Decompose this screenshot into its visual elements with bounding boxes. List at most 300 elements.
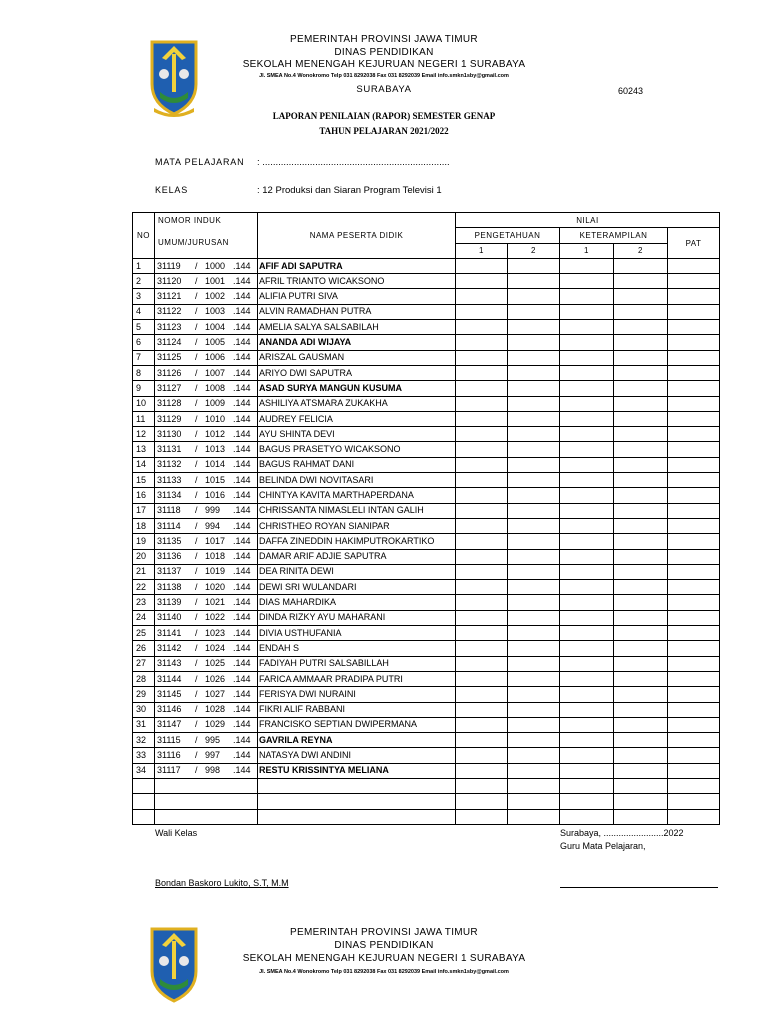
empty-cell (258, 794, 456, 809)
nis-general: 31117 (157, 765, 181, 776)
nis-general: 31132 (157, 459, 182, 470)
class-label: KELAS (155, 185, 189, 195)
empty-cell (456, 809, 508, 824)
nis-general: 31135 (157, 535, 182, 546)
grade-pengetahuan-2 (508, 564, 560, 579)
nis-department: 1022 (205, 612, 226, 623)
grade-keterampilan-2 (614, 350, 668, 365)
grade-keterampilan-1 (560, 289, 614, 304)
nis-suffix: .144 (233, 413, 251, 424)
table-row (133, 289, 720, 304)
header-line-3: SEKOLAH MENENGAH KEJURUAN NEGERI 1 SURABAYA (242, 953, 526, 964)
student-name: ENDAH S (258, 641, 456, 656)
nis-general: 31114 (157, 520, 181, 531)
table-row (133, 626, 720, 641)
table-row (133, 350, 720, 365)
grade-pat (668, 320, 720, 335)
nis-general: 31137 (157, 566, 182, 577)
grade-pengetahuan-1 (456, 549, 508, 564)
row-number: 16 (133, 488, 155, 503)
sub-header-4: 2 (614, 243, 668, 258)
grade-keterampilan-2 (614, 473, 668, 488)
row-number: 21 (133, 564, 155, 579)
nis-general: 31129 (157, 413, 182, 424)
table-row (133, 733, 720, 748)
nis-general: 31144 (157, 673, 182, 684)
table-row (133, 335, 720, 350)
table-row (133, 320, 720, 335)
student-name: CHRISTHEO ROYAN SIANIPAR (258, 518, 456, 533)
grade-keterampilan-1 (560, 656, 614, 671)
table-row (133, 534, 720, 549)
grade-keterampilan-1 (560, 335, 614, 350)
grade-keterampilan-1 (560, 549, 614, 564)
table-row (133, 687, 720, 702)
empty-cell (614, 778, 668, 793)
grade-pat (668, 733, 720, 748)
grade-keterampilan-1 (560, 304, 614, 319)
row-number: 10 (133, 396, 155, 411)
grade-pengetahuan-2 (508, 304, 560, 319)
nis-department: 1012 (205, 428, 226, 439)
grade-pengetahuan-2 (508, 610, 560, 625)
grade-keterampilan-1 (560, 763, 614, 778)
nis-general: 31134 (157, 489, 182, 500)
table-row (133, 610, 720, 625)
nis-suffix: .144 (233, 489, 251, 500)
nis-suffix: .144 (233, 765, 251, 776)
grade-keterampilan-2 (614, 320, 668, 335)
table-row (133, 411, 720, 426)
grade-pat (668, 274, 720, 289)
empty-cell (258, 809, 456, 824)
nis-department: 1025 (205, 658, 226, 669)
grade-keterampilan-2 (614, 427, 668, 442)
table-row (133, 564, 720, 579)
empty-cell (258, 778, 456, 793)
homeroom-label: Wali Kelas (155, 828, 198, 838)
nis-suffix: .144 (233, 367, 251, 378)
grade-pengetahuan-1 (456, 411, 508, 426)
grade-keterampilan-2 (614, 365, 668, 380)
table-row (133, 763, 720, 778)
student-nis (155, 335, 258, 350)
nis-separator: / (195, 291, 198, 302)
empty-cell (560, 809, 614, 824)
nis-separator: / (195, 275, 198, 286)
table-row (133, 518, 720, 533)
nis-separator: / (195, 382, 198, 393)
grade-pengetahuan-2 (508, 381, 560, 396)
table-row (133, 365, 720, 380)
nis-suffix: .144 (233, 597, 251, 608)
grade-pat (668, 396, 720, 411)
row-number: 20 (133, 549, 155, 564)
grade-pengetahuan-2 (508, 396, 560, 411)
nis-suffix: .144 (233, 750, 251, 761)
grade-pengetahuan-2 (508, 258, 560, 273)
table-row (133, 488, 720, 503)
grade-pengetahuan-1 (456, 320, 508, 335)
row-number: 1 (133, 258, 155, 273)
nis-suffix: .144 (233, 612, 251, 623)
row-number: 25 (133, 626, 155, 641)
empty-cell (614, 809, 668, 824)
nis-separator: / (195, 750, 198, 761)
grade-pengetahuan-1 (456, 289, 508, 304)
nis-separator: / (195, 566, 198, 577)
grade-keterampilan-2 (614, 580, 668, 595)
grade-keterampilan-1 (560, 442, 614, 457)
nis-general: 31146 (157, 704, 182, 715)
grade-pengetahuan-2 (508, 442, 560, 457)
nis-department: 1014 (205, 459, 226, 470)
grade-keterampilan-1 (560, 687, 614, 702)
student-nis (155, 365, 258, 380)
nis-separator: / (195, 688, 198, 699)
grade-pat (668, 381, 720, 396)
grade-pengetahuan-1 (456, 748, 508, 763)
grade-keterampilan-1 (560, 748, 614, 763)
nis-separator: / (195, 535, 198, 546)
empty-row (133, 778, 720, 793)
grade-table (132, 212, 720, 825)
student-nis (155, 488, 258, 503)
grade-keterampilan-1 (560, 396, 614, 411)
grade-pengetahuan-2 (508, 289, 560, 304)
header-line-3: SEKOLAH MENENGAH KEJURUAN NEGERI 1 SURABAYA (242, 59, 526, 70)
nis-general: 31126 (157, 367, 182, 378)
grade-pengetahuan-1 (456, 702, 508, 717)
grade-pengetahuan-2 (508, 641, 560, 656)
nis-department: 1013 (205, 444, 226, 455)
student-name: BAGUS PRASETYO WICAKSONO (258, 442, 456, 457)
row-number: 14 (133, 457, 155, 472)
grade-keterampilan-1 (560, 580, 614, 595)
grade-pengetahuan-1 (456, 733, 508, 748)
student-name: AFRIL TRIANTO WICAKSONO (258, 274, 456, 289)
nis-suffix: .144 (233, 382, 251, 393)
class-value: : 12 Produksi dan Siaran Program Televisi 1 (257, 185, 442, 196)
nis-department: 1018 (205, 551, 226, 562)
table-row (133, 656, 720, 671)
grade-pengetahuan-1 (456, 473, 508, 488)
nis-general: 31143 (157, 658, 182, 669)
report-year: TAHUN PELAJARAN 2021/2022 (319, 126, 449, 136)
nis-general: 31139 (157, 597, 182, 608)
empty-row (133, 794, 720, 809)
grade-pengetahuan-2 (508, 626, 560, 641)
student-name: AFIF ADI SAPUTRA (258, 258, 456, 273)
student-nis (155, 274, 258, 289)
nis-separator: / (195, 734, 198, 745)
signature-line (560, 887, 718, 888)
grade-pengetahuan-1 (456, 564, 508, 579)
table-row (133, 503, 720, 518)
grade-pat (668, 564, 720, 579)
nis-general: 31130 (157, 428, 182, 439)
nis-general: 31138 (157, 581, 182, 592)
grade-pat (668, 411, 720, 426)
row-number: 30 (133, 702, 155, 717)
nis-suffix: .144 (233, 688, 251, 699)
grade-pengetahuan-1 (456, 350, 508, 365)
col-header-name: NAMA PESERTA DIDIK (258, 213, 456, 259)
grade-pengetahuan-2 (508, 427, 560, 442)
grade-pengetahuan-2 (508, 748, 560, 763)
nis-department: 1005 (205, 337, 226, 348)
nis-suffix: .144 (233, 551, 251, 562)
grade-keterampilan-2 (614, 274, 668, 289)
row-number: 27 (133, 656, 155, 671)
nis-department: 995 (205, 734, 221, 745)
student-nis (155, 289, 258, 304)
nis-suffix: .144 (233, 306, 251, 317)
empty-row (133, 809, 720, 824)
nis-department: 1003 (205, 306, 226, 317)
student-nis (155, 564, 258, 579)
grade-keterampilan-1 (560, 503, 614, 518)
grade-pat (668, 610, 720, 625)
row-number: 2 (133, 274, 155, 289)
grade-keterampilan-2 (614, 549, 668, 564)
student-name: DIVIA USTHUFANIA (258, 626, 456, 641)
empty-cell (560, 778, 614, 793)
grade-pengetahuan-1 (456, 610, 508, 625)
row-number: 15 (133, 473, 155, 488)
grade-pengetahuan-2 (508, 534, 560, 549)
grade-pat (668, 534, 720, 549)
nis-department: 1027 (205, 688, 226, 699)
grade-pat (668, 258, 720, 273)
grade-pat (668, 702, 720, 717)
grade-keterampilan-1 (560, 274, 614, 289)
nis-separator: / (195, 765, 198, 776)
grade-pengetahuan-2 (508, 580, 560, 595)
student-name: FIKRI ALIF RABBANI (258, 702, 456, 717)
nis-general: 31145 (157, 688, 182, 699)
row-number: 31 (133, 717, 155, 732)
col-header-pengetahuan: PENGETAHUAN (456, 228, 560, 243)
grade-pengetahuan-2 (508, 473, 560, 488)
table-row (133, 274, 720, 289)
row-number: 9 (133, 381, 155, 396)
grade-keterampilan-2 (614, 488, 668, 503)
empty-cell (155, 794, 258, 809)
grade-pat (668, 656, 720, 671)
nis-general: 31142 (157, 642, 182, 653)
col-header-pat: PAT (668, 228, 720, 259)
student-name: ARISZAL GAUSMAN (258, 350, 456, 365)
row-number: 19 (133, 534, 155, 549)
grade-pengetahuan-1 (456, 427, 508, 442)
grade-pat (668, 763, 720, 778)
grade-pengetahuan-1 (456, 365, 508, 380)
grade-pengetahuan-1 (456, 457, 508, 472)
row-number: 17 (133, 503, 155, 518)
nis-suffix: .144 (233, 673, 251, 684)
table-row (133, 748, 720, 763)
grade-pat (668, 350, 720, 365)
student-nis (155, 396, 258, 411)
student-nis (155, 717, 258, 732)
grade-pengetahuan-1 (456, 641, 508, 656)
student-nis (155, 671, 258, 686)
nis-general: 31120 (157, 275, 182, 286)
sub-header-2: 2 (508, 243, 560, 258)
grade-keterampilan-1 (560, 350, 614, 365)
nis-suffix: .144 (233, 398, 251, 409)
nis-general: 31121 (157, 291, 182, 302)
nis-general: 31127 (157, 382, 182, 393)
nis-department: 1021 (205, 597, 226, 608)
nis-general: 31141 (157, 627, 182, 638)
grade-pengetahuan-1 (456, 717, 508, 732)
empty-cell (133, 809, 155, 824)
col-header-nis-2: UMUM/JURUSAN (155, 228, 258, 259)
grade-pat (668, 687, 720, 702)
grade-pengetahuan-2 (508, 671, 560, 686)
grade-pat (668, 626, 720, 641)
grade-pengetahuan-1 (456, 763, 508, 778)
grade-keterampilan-1 (560, 365, 614, 380)
grade-pat (668, 335, 720, 350)
nis-general: 31131 (157, 444, 182, 455)
grade-pengetahuan-1 (456, 442, 508, 457)
student-nis (155, 457, 258, 472)
nis-department: 1015 (205, 474, 226, 485)
grade-keterampilan-1 (560, 671, 614, 686)
nis-general: 31140 (157, 612, 182, 623)
grade-pat (668, 549, 720, 564)
nis-suffix: .144 (233, 260, 251, 271)
nis-separator: / (195, 306, 198, 317)
row-number: 7 (133, 350, 155, 365)
student-name: GAVRILA REYNA (258, 733, 456, 748)
grade-keterampilan-1 (560, 427, 614, 442)
student-name: ASHILIYA ATSMARA ZUKAKHA (258, 396, 456, 411)
header-line-1: PEMERINTAH PROVINSI JAWA TIMUR (290, 34, 478, 45)
student-name: BAGUS RAHMAT DANI (258, 457, 456, 472)
nis-separator: / (195, 352, 198, 363)
nis-general: 31147 (157, 719, 182, 730)
table-row (133, 258, 720, 273)
empty-cell (508, 778, 560, 793)
empty-cell (133, 794, 155, 809)
grade-keterampilan-1 (560, 626, 614, 641)
table-row (133, 641, 720, 656)
grade-pat (668, 442, 720, 457)
grade-keterampilan-2 (614, 411, 668, 426)
grade-keterampilan-1 (560, 641, 614, 656)
nis-department: 1023 (205, 627, 226, 638)
table-row (133, 702, 720, 717)
nis-suffix: .144 (233, 642, 251, 653)
nis-department: 997 (205, 750, 221, 761)
grade-keterampilan-1 (560, 702, 614, 717)
nis-separator: / (195, 398, 198, 409)
student-nis (155, 763, 258, 778)
student-name: NATASYA DWI ANDINI (258, 748, 456, 763)
nis-department: 1006 (205, 352, 226, 363)
nis-suffix: .144 (233, 459, 251, 470)
row-number: 3 (133, 289, 155, 304)
grade-pat (668, 518, 720, 533)
empty-cell (614, 794, 668, 809)
student-name: CHINTYA KAVITA MARTHAPERDANA (258, 488, 456, 503)
nis-separator: / (195, 474, 198, 485)
nis-suffix: .144 (233, 535, 251, 546)
nis-department: 1001 (205, 275, 226, 286)
grade-pengetahuan-1 (456, 304, 508, 319)
grade-keterampilan-2 (614, 564, 668, 579)
header-line-1: PEMERINTAH PROVINSI JAWA TIMUR (290, 927, 478, 938)
grade-pengetahuan-2 (508, 274, 560, 289)
grade-pengetahuan-2 (508, 518, 560, 533)
student-nis (155, 320, 258, 335)
student-nis (155, 641, 258, 656)
row-number: 8 (133, 365, 155, 380)
nis-suffix: .144 (233, 520, 251, 531)
table-row (133, 457, 720, 472)
grade-keterampilan-1 (560, 473, 614, 488)
grade-keterampilan-2 (614, 396, 668, 411)
nis-separator: / (195, 551, 198, 562)
nis-department: 1016 (205, 489, 226, 500)
empty-cell (456, 778, 508, 793)
grade-pat (668, 473, 720, 488)
grade-pengetahuan-1 (456, 580, 508, 595)
table-row (133, 580, 720, 595)
nis-suffix: .144 (233, 444, 251, 455)
nis-general: 31115 (157, 734, 181, 745)
empty-cell (133, 778, 155, 793)
grade-pengetahuan-1 (456, 274, 508, 289)
student-nis (155, 534, 258, 549)
grade-keterampilan-1 (560, 733, 614, 748)
row-number: 26 (133, 641, 155, 656)
nis-suffix: .144 (233, 474, 251, 485)
grade-pengetahuan-2 (508, 549, 560, 564)
grade-pengetahuan-1 (456, 518, 508, 533)
student-name: AMELIA SALYA SALSABILAH (258, 320, 456, 335)
col-header-nilai: NILAI (456, 213, 720, 228)
student-nis (155, 473, 258, 488)
grade-pat (668, 488, 720, 503)
student-name: DEA RINITA DEWI (258, 564, 456, 579)
grade-pat (668, 748, 720, 763)
grade-pengetahuan-2 (508, 365, 560, 380)
grade-pengetahuan-1 (456, 503, 508, 518)
student-nis (155, 595, 258, 610)
grade-keterampilan-2 (614, 442, 668, 457)
student-name: FERISYA DWI NURAINI (258, 687, 456, 702)
grade-keterampilan-1 (560, 518, 614, 533)
grade-pengetahuan-2 (508, 656, 560, 671)
row-number: 4 (133, 304, 155, 319)
grade-keterampilan-2 (614, 702, 668, 717)
grade-pengetahuan-2 (508, 488, 560, 503)
nis-general: 31128 (157, 398, 182, 409)
grade-pengetahuan-1 (456, 656, 508, 671)
grade-pengetahuan-2 (508, 763, 560, 778)
grade-keterampilan-2 (614, 503, 668, 518)
header-line-2: DINAS PENDIDIKAN (334, 940, 434, 951)
grade-keterampilan-1 (560, 717, 614, 732)
grade-keterampilan-2 (614, 381, 668, 396)
subject-teacher-label: Guru Mata Pelajaran, (560, 841, 646, 851)
nis-department: 1017 (205, 535, 226, 546)
